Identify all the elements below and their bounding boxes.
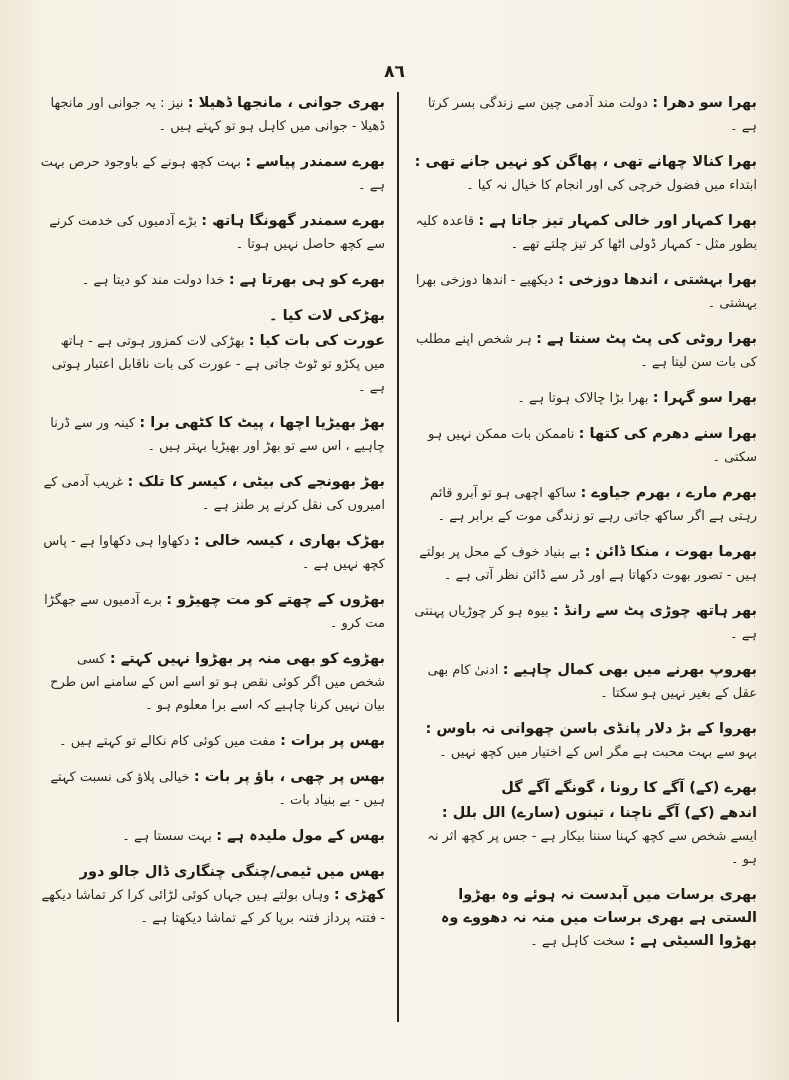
entry <box>412 802 757 871</box>
entry-meaning: ایسے شخص سے کچھ کہنا سننا بیکار ہے - جس پر کچھ اثر نہ ہو ۔ <box>427 829 757 867</box>
entry <box>40 589 385 635</box>
left-column <box>40 92 385 943</box>
entry <box>40 730 385 753</box>
entry-meaning: قاعدہ کلیہ بطور مثل - کمہار ڈولی اٹھا کر تیز چلتے تھے ۔ <box>415 214 757 252</box>
entry-headword: بھڑوے کو بھی منہ پر بھڑوا نہیں کہتے : <box>109 651 385 667</box>
entry-meaning: بہت سستا ہے ۔ <box>122 829 212 844</box>
entry-meaning: بے بنیاد خوف کے محل پر بولتے ہیں - تصور بھوت دکھاتا ہے اور ڈر سے ڈائن نظر آتی ہے ۔ <box>419 545 757 583</box>
entry <box>40 330 385 399</box>
entry-meaning: بھڑکی لات کمزور ہوتی ہے - ہاتھ میں پکڑو تو ٹوٹ جاتی ہے - عورت کی بات ناقابل اعتبار ہوتی ہے ۔ <box>51 334 385 395</box>
entry-headword: بھرے سمندر پیاسے : <box>245 154 385 170</box>
entry-headword: بھرا روٹی کی پٹ پٹ سنتا ہے : <box>536 331 757 347</box>
entry-headword: بھڑوں کے چھتے کو مت چھیڑو : <box>166 592 385 608</box>
entry <box>40 530 385 576</box>
entry <box>412 600 757 646</box>
entry-headword: بھرم مارے ، بھرم جیاوے : <box>580 485 757 501</box>
entry-headword: بھری جوانی ، مانجھا ڈھیلا : <box>187 95 385 111</box>
entry <box>412 387 757 410</box>
entry <box>40 305 385 328</box>
entry-meaning: ہر شخص اپنے مطلب کی بات سن لیتا ہے ۔ <box>415 332 757 370</box>
entry-headword: بھرا سو گہرا : <box>652 390 757 406</box>
entry-meaning: کینہ ور سے ڈرنا چاہیے ، اس سے تو بھڑ اور بھیڑیا بہتر ہیں ۔ <box>50 416 385 454</box>
entry-headword: بھس میں ٹیمی/چنگی چنگاری ڈال جالو دور کھڑی : <box>79 864 385 903</box>
entry-meaning: بھرا بڑا چالاک ہوتا ہے ۔ <box>517 391 649 406</box>
entry-headword: بھرے کو ہی بھرتا ہے : <box>228 272 385 288</box>
entry-meaning: دیکھیے - اندھا دوزخی بھرا بہشتی ۔ <box>415 273 757 311</box>
entry-headword: بھرا سنے دھرم کی کتھا : <box>578 426 757 442</box>
entry-headword: بھڑک بھاری ، کیسہ خالی : <box>193 533 385 549</box>
entry <box>412 423 757 469</box>
column-divider <box>397 92 399 1022</box>
entry-meaning: بڑے آدمیوں کی خدمت کرنے سے کچھ حاصل نہیں ہوتا ۔ <box>49 214 385 252</box>
entry-headword: بھرا بہشتی ، اندھا دوزخی : <box>557 272 757 288</box>
entry-headword: بھرے (کے) آگے کا رونا ، گونگے آگے گل <box>501 780 757 796</box>
entry-meaning: خیالی پلاؤ کی نسبت کہتے ہیں - بے بنیاد بات ۔ <box>50 770 385 808</box>
entry <box>412 884 757 953</box>
entry-meaning: بیوہ ہو کر چوڑیاں پہنتی ہے ۔ <box>414 604 757 642</box>
entry-meaning: ادنیٰ کام بھی عقل کے بغیر نہیں ہو سکتا ۔ <box>427 663 757 701</box>
entry-meaning: ناممکن بات ممکن نہیں ہو سکتی ۔ <box>427 427 757 465</box>
page-number: ٨٦ <box>384 62 405 82</box>
entry <box>40 151 385 197</box>
entry <box>40 648 385 717</box>
entry <box>40 412 385 458</box>
entry-headword: بھرا کمہار اور خالی کمہار تیز جاتا ہے : <box>478 213 757 229</box>
entry-meaning: برے آدمیوں سے جھگڑا مت کرو ۔ <box>44 593 385 631</box>
entry-meaning: مفت میں کوئی کام نکالے تو کہتے ہیں ۔ <box>58 734 276 749</box>
entry <box>40 269 385 292</box>
entry-meaning: خدا دولت مند کو دیتا ہے ۔ <box>81 273 225 288</box>
entry-meaning: دکھاوا ہی دکھاوا ہے - پاس کچھ نہیں ہے ۔ <box>43 534 385 572</box>
entry-headword: بھر ہاتھ چوڑی پٹ سے رانڈ : <box>552 603 757 619</box>
entry-headword: بھروا کے بڑ دلار پانڈی باسن چھوانی نہ باوس : <box>425 721 757 737</box>
entry <box>40 825 385 848</box>
entry-meaning: غریب آدمی کے امیروں کی نقل کرنے پر طنز ہے ۔ <box>43 475 385 513</box>
entry-headword: بھس پر چھی ، باؤ پر بات : <box>193 769 385 785</box>
entry <box>412 92 757 138</box>
entry-meaning: بہت کچھ ہونے کے باوجود حرص بہت ہے ۔ <box>40 155 385 193</box>
entry <box>40 471 385 517</box>
entry-headword: بھروپ بھرنے میں بھی کمال چاہیے : <box>502 662 757 678</box>
entry-meaning: دولت مند آدمی چین سے زندگی بسر کرتا ہے ۔ <box>427 96 757 134</box>
entry-headword: بھری برسات میں آبدست نہ ہوئے وہ بھڑوا الستی ہے بھری برسات میں منہ نہ دھووے وہ بھڑوا السیٹی ہے : <box>440 887 757 949</box>
entry <box>412 659 757 705</box>
entry-headword: بھس کے مول ملیدہ ہے : <box>216 828 385 844</box>
entry <box>40 861 385 930</box>
entry <box>412 151 757 197</box>
entry-headword: بھڑ بھیڑیا اچھا ، پیٹ کا کٹھی برا : <box>139 415 385 431</box>
entry-meaning: ساکھ اچھی ہو تو آبرو قائم رہتی ہے اگر ساکھ جاتی رہے تو زندگی موت کے برابر ہے ۔ <box>430 486 757 524</box>
entry <box>40 766 385 812</box>
entry-meaning: وہاں بولتے ہیں جہاں کوئی لڑائی کرا کر تماشا دیکھے - فتنہ پرداز فتنہ برپا کر کے تماشا دیکھتا ہے ۔ <box>41 888 385 926</box>
entry-headword: بھڑکی لات کیا ۔ <box>269 308 385 324</box>
entry <box>412 541 757 587</box>
right-column <box>412 92 757 966</box>
entry-headword: بھرما بھوت ، منکا ڈائن : <box>584 544 757 560</box>
entry <box>412 718 757 764</box>
entry-headword: اندھے (کے) آگے ناچنا ، تینوں (سارے) الل بلل : <box>441 805 757 821</box>
entry-meaning: بہو سے بہت محبت ہے مگر اس کے اختیار میں کچھ نہیں ۔ <box>439 745 757 760</box>
entry-meaning: ابتداء میں فضول خرچی کی اور انجام کا خیال نہ کیا ۔ <box>466 178 757 193</box>
entry-headword: بھرے سمندر گھونگا ہاتھ : <box>201 213 385 229</box>
entry <box>412 269 757 315</box>
entry-headword: بھڑ بھونجے کی بیٹی ، کیسر کا تلک : <box>127 474 385 490</box>
entry-meaning: کسی شخص میں اگر کوئی نقص ہو تو اسے اس کے سامنے اس طرح بیان نہیں کرنا چاہیے کہ اسے برا معلوم ہو ۔ <box>50 652 385 713</box>
entry-headword: بھس پر برات : <box>280 733 385 749</box>
entry-headword: بھرا کنالا چھانے تھی ، پھاگن کو نہیں جانے تھی : <box>414 154 757 170</box>
entry-headword: بھرا سو دھرا : <box>652 95 757 111</box>
entry <box>412 210 757 256</box>
entry <box>412 777 757 800</box>
entry <box>412 328 757 374</box>
entry <box>412 482 757 528</box>
entry-headword: عورت کی بات کیا : <box>248 333 385 349</box>
entry <box>40 210 385 256</box>
entry-meaning: نیز : یہ جوانی اور مانجھا ڈھیلا - جوانی میں کاہل ہو تو کہتے ہیں ۔ <box>50 96 385 134</box>
entry-meaning: سخت کاہل ہے ۔ <box>530 934 626 949</box>
entry <box>40 92 385 138</box>
